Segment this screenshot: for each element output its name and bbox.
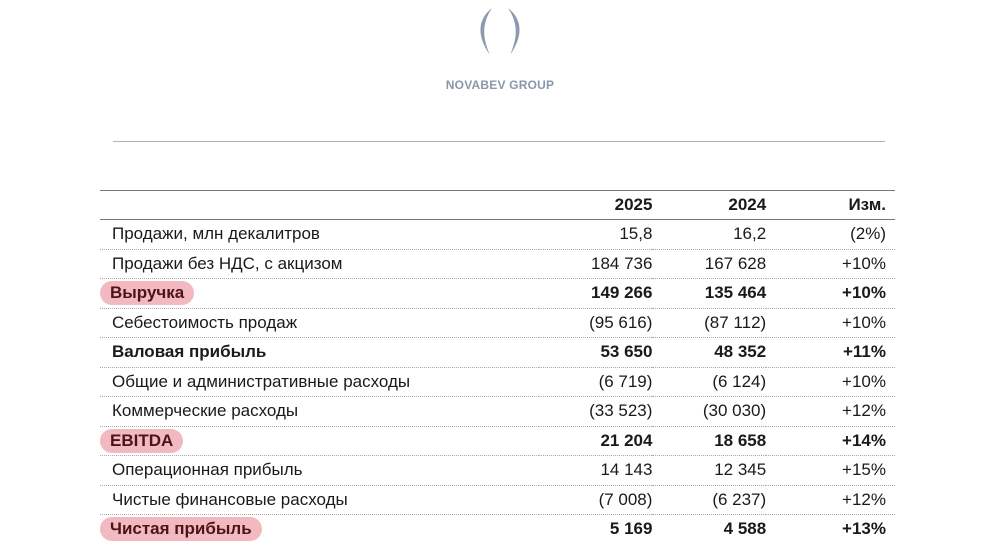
label-cell xyxy=(100,397,539,427)
label-cell xyxy=(100,338,539,368)
value-change: +13% xyxy=(842,519,886,539)
brackets-logo-icon xyxy=(472,5,528,61)
value-2025: 14 143 xyxy=(539,456,653,486)
value-2024: (30 030) xyxy=(652,397,766,427)
value-2024: 16,2 xyxy=(652,220,766,250)
table-row xyxy=(100,515,895,544)
value-change: +15% xyxy=(766,456,895,486)
value-2025: (95 616) xyxy=(539,308,653,338)
highlighted-label: Выручка xyxy=(100,281,194,305)
value-change: +10% xyxy=(766,279,895,309)
value-2024: 18 658 xyxy=(652,426,766,456)
table-row xyxy=(100,338,895,368)
value-2024: (6 124) xyxy=(652,367,766,397)
label-cell xyxy=(100,367,539,397)
label-cell xyxy=(100,220,539,250)
table-row xyxy=(100,397,895,427)
value-change: +14% xyxy=(766,426,895,456)
table-row xyxy=(100,485,895,515)
label-cell xyxy=(100,279,539,309)
value-2024: 4 588 xyxy=(723,519,767,539)
value-change: +10% xyxy=(766,308,895,338)
value-2025: 149 266 xyxy=(539,279,653,309)
label-cell xyxy=(100,249,539,279)
header-2025: 2025 xyxy=(614,195,653,214)
value-2024: 12 345 xyxy=(652,456,766,486)
table-row xyxy=(100,220,895,250)
table-row xyxy=(100,249,895,279)
table-row xyxy=(100,308,895,338)
label-cell xyxy=(100,426,539,456)
value-2024: (87 112) xyxy=(652,308,766,338)
divider xyxy=(113,141,885,142)
value-2025: 15,8 xyxy=(539,220,653,250)
value-change: +10% xyxy=(766,249,895,279)
value-change: (2%) xyxy=(766,220,895,250)
table-row xyxy=(100,456,895,486)
row-label: Коммерческие расходы xyxy=(112,401,299,421)
value-2025: 5 169 xyxy=(609,519,653,539)
row-label: Себестоимость продаж xyxy=(112,312,298,332)
label-cell xyxy=(100,485,539,515)
row-label: Общие и административные расходы xyxy=(112,371,411,391)
row-label: Валовая прибыль xyxy=(112,342,267,362)
row-label: Продажи, млн декалитров xyxy=(112,224,320,244)
value-2024: 167 628 xyxy=(652,249,766,279)
highlighted-label: EBITDA xyxy=(100,429,183,453)
header-change: Изм. xyxy=(848,195,886,214)
label-cell xyxy=(100,308,539,338)
value-2025: (7 008) xyxy=(539,485,653,515)
table-row xyxy=(100,279,895,309)
value-change: +10% xyxy=(766,367,895,397)
value-2025: 21 204 xyxy=(539,426,653,456)
table-header xyxy=(100,191,895,220)
table-row xyxy=(100,367,895,397)
header-label xyxy=(100,191,539,220)
value-2024: 48 352 xyxy=(652,338,766,368)
row-label: Чистые финансовые расходы xyxy=(112,489,348,509)
value-2025: (33 523) xyxy=(539,397,653,427)
label-cell xyxy=(100,515,539,544)
value-change: +12% xyxy=(766,485,895,515)
row-label: Продажи без НДС, с акцизом xyxy=(112,253,343,273)
value-2025: 53 650 xyxy=(539,338,653,368)
value-change: +12% xyxy=(766,397,895,427)
label-cell xyxy=(100,456,539,486)
brand-name: NOVABEV GROUP xyxy=(445,78,555,92)
value-2025: (6 719) xyxy=(539,367,653,397)
highlighted-label: Чистая прибыль xyxy=(100,517,262,541)
row-label: Операционная прибыль xyxy=(112,460,303,480)
table-row xyxy=(100,426,895,456)
header-2024: 2024 xyxy=(728,195,767,214)
value-change: +11% xyxy=(766,338,895,368)
value-2025: 184 736 xyxy=(539,249,653,279)
value-2024: (6 237) xyxy=(652,485,766,515)
value-2024: 135 464 xyxy=(652,279,766,309)
financial-results-table xyxy=(100,190,895,544)
